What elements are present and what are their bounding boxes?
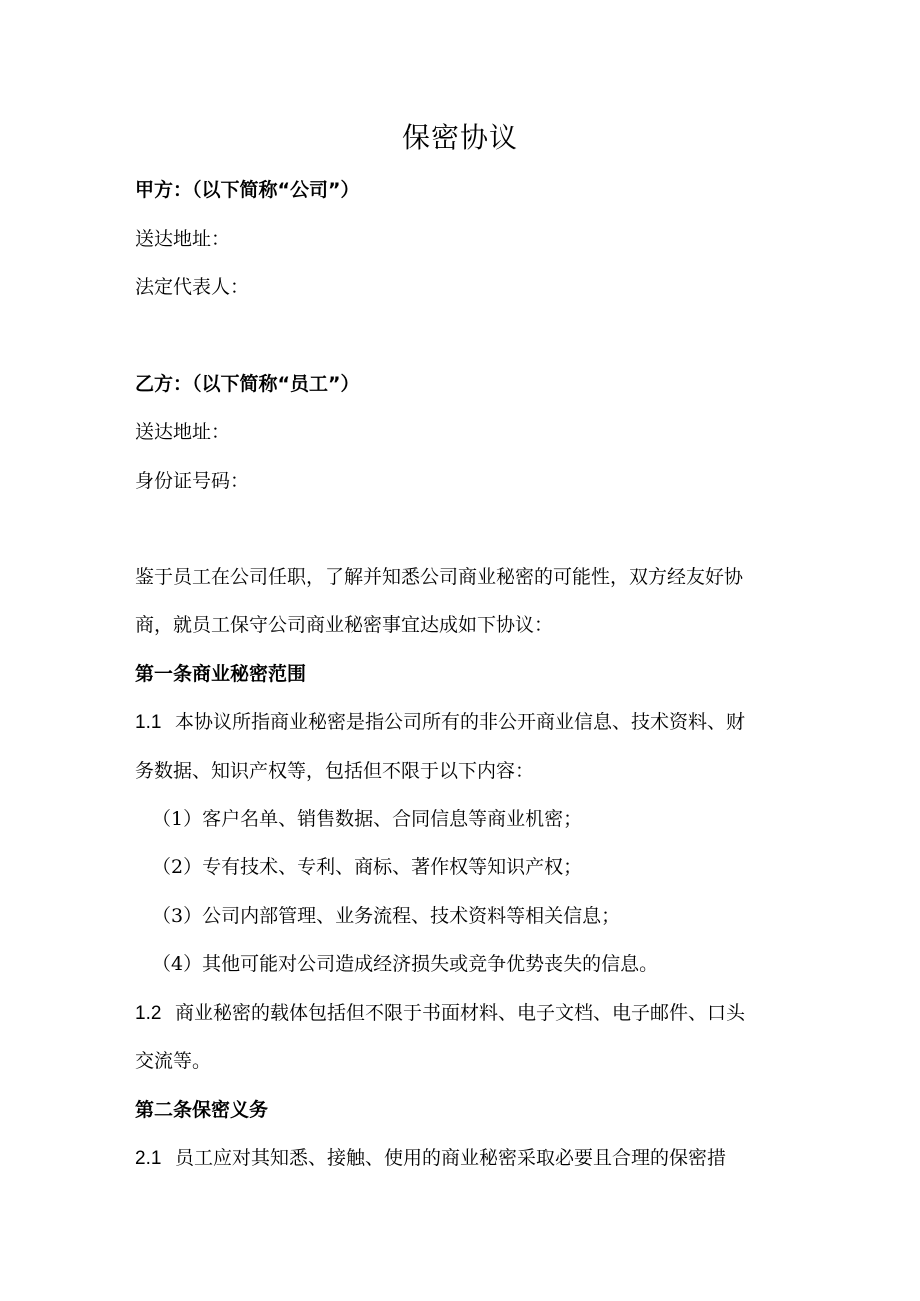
party-b-heading: 乙方：（以下简称“员工”） (135, 373, 360, 395)
party-a-address-label: 送达地址： (135, 228, 231, 250)
clause-1-2-number: 1.2 (135, 1003, 162, 1024)
clause-1-2-line-2: 交流等。 (135, 1050, 212, 1072)
article-1-heading: 第一条商业秘密范围 (135, 663, 307, 685)
clause-1-2-line-1 (135, 999, 745, 1028)
preamble-line-1: 鉴于员工在公司任职，了解并知悉公司商业秘密的可能性，双方经友好协 (135, 566, 744, 588)
list-item-4: （4）其他可能对公司造成经济损失或竞争优势丧失的信息。 (152, 953, 659, 975)
party-a-heading: 甲方：（以下简称“公司”） (135, 179, 360, 201)
article-2-heading: 第二条保密义务 (135, 1099, 269, 1121)
clause-2-1-line-1 (135, 1144, 726, 1173)
document-title: 保密协议 (401, 121, 518, 154)
clause-1-1-number: 1.1 (135, 712, 162, 733)
party-b-address-label: 送达地址： (135, 421, 231, 443)
clause-1-1-text: 本协议所指商业秘密是指公司所有的非公开商业信息、技术资料、财 (175, 711, 746, 733)
clause-1-1-line-1 (135, 708, 745, 737)
party-b-id-label: 身份证号码： (135, 470, 250, 492)
preamble-line-2: 商，就员工保守公司商业秘密事宜达成如下协议： (135, 614, 554, 636)
list-item-1: （1）客户名单、销售数据、合同信息等商业机密； (152, 808, 583, 830)
party-a-representative-label: 法定代表人： (135, 276, 250, 298)
clause-2-1-text: 员工应对其知悉、接触、使用的商业秘密采取必要且合理的保密措 (175, 1147, 727, 1169)
list-item-2: （2）专有技术、专利、商标、著作权等知识产权； (152, 856, 583, 878)
clause-1-2-text: 商业秘密的载体包括但不限于书面材料、电子文档、电子邮件、口头 (175, 1002, 746, 1024)
clause-2-1-number: 2.1 (135, 1148, 162, 1169)
list-item-3: （3）公司内部管理、业务流程、技术资料等相关信息； (152, 905, 621, 927)
clause-1-1-line-2: 务数据、知识产权等，包括但不限于以下内容： (135, 760, 535, 782)
